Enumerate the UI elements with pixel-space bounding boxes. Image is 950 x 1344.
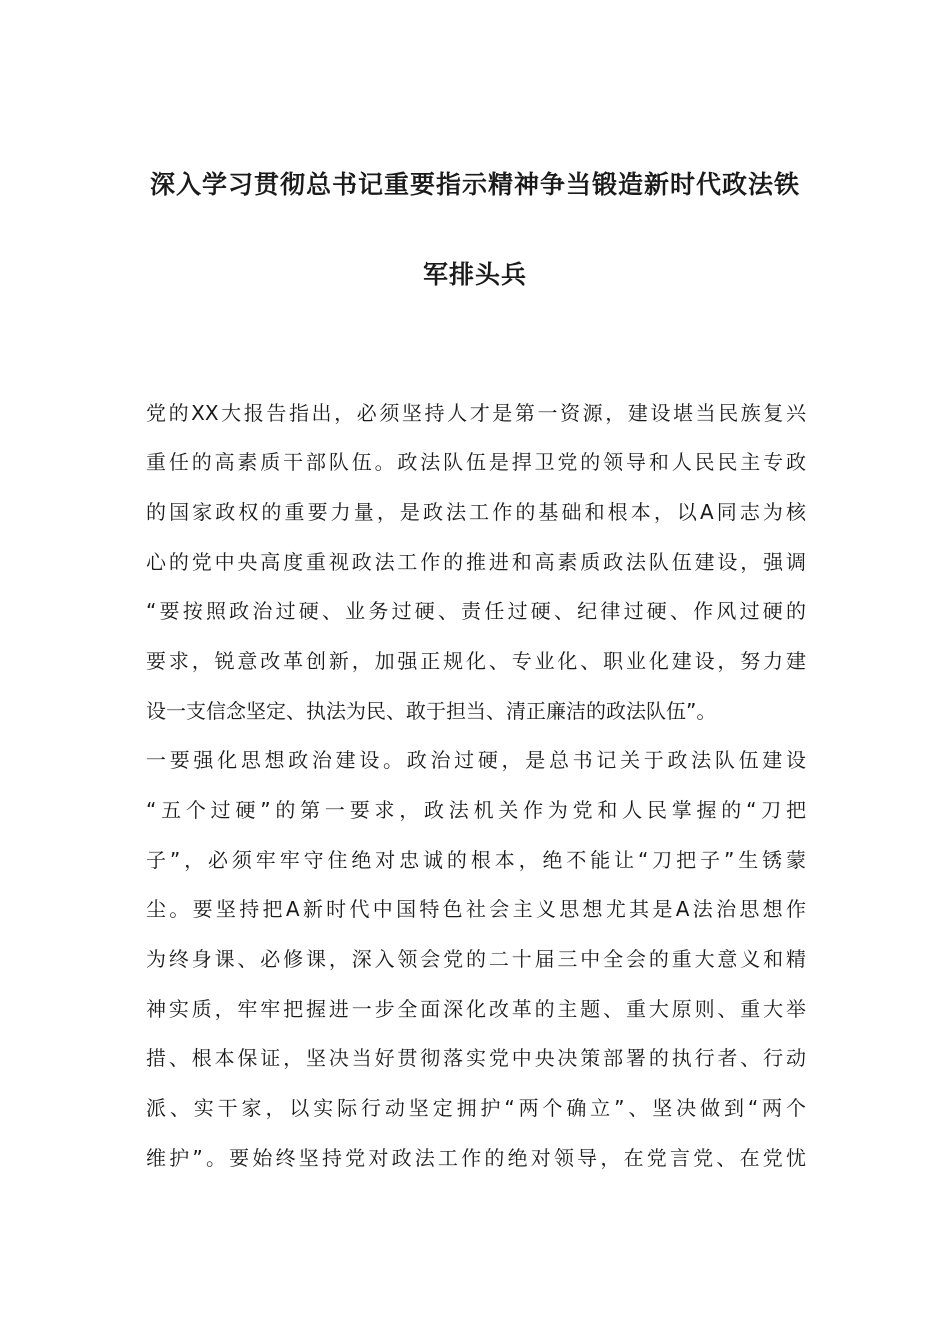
body-line: 设一支信念坚定、执法为民、敢于担当、清正廉洁的政法队伍”。 xyxy=(146,699,717,723)
body-line: “五个过硬”的第一要求，政法机关作为党和人民掌握的“刀把 xyxy=(146,798,806,822)
body-line: 派、实干家，以实际行动坚定拥护“两个确立”、坚决做到“两个 xyxy=(146,1096,806,1120)
body-line: 党的XX大报告指出，必须坚持人才是第一资源，建设堪当民族复兴 xyxy=(146,401,806,425)
document-title-line-2: 军排头兵 xyxy=(422,260,527,289)
body-line: 为终身课、必修课，深入领会党的二十届三中全会的重大意义和精 xyxy=(146,947,806,971)
body-line: 尘。要坚持把A新时代中国特色社会主义思想尤其是A法治思想作 xyxy=(146,897,806,921)
body-line: 神实质，牢牢把握进一步全面深化改革的主题、重大原则、重大举 xyxy=(146,997,806,1021)
body-line: 重任的高素质干部队伍。政法队伍是捍卫党的领导和人民民主专政 xyxy=(146,450,806,474)
body-line: “要按照政治过硬、业务过硬、责任过硬、纪律过硬、作风过硬的 xyxy=(146,599,806,623)
body-line: 维护”。要始终坚持党对政法工作的绝对领导，在党言党、在党忧 xyxy=(146,1146,806,1170)
body-line: 措、根本保证，坚决当好贯彻落实党中央决策部署的执行者、行动 xyxy=(146,1046,806,1070)
body-line: 要求，锐意改革创新，加强正规化、专业化、职业化建设，努力建 xyxy=(146,649,806,673)
body-line: 的国家政权的重要力量，是政法工作的基础和根本，以A同志为核 xyxy=(146,500,806,524)
body-line: 子”，必须牢牢守住绝对忠诚的根本，绝不能让“刀把子”生锈蒙 xyxy=(146,848,806,872)
document-title-line-1: 深入学习贯彻总书记重要指示精神争当锻造新时代政法铁 xyxy=(149,170,800,199)
body-line: 心的党中央高度重视政法工作的推进和高素质政法队伍建设，强调 xyxy=(146,550,806,574)
body-line: 一要强化思想政治建设。政治过硬，是总书记关于政法队伍建设 xyxy=(146,748,806,772)
